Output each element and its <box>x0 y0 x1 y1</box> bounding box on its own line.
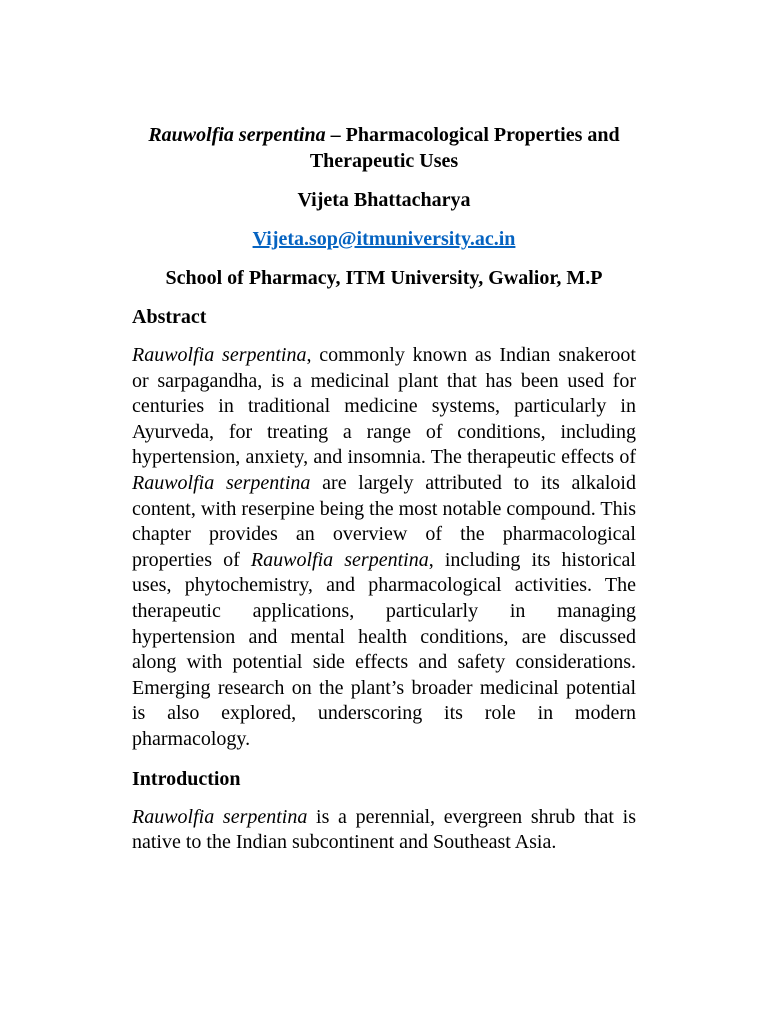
abstract-segment: Rauwolfia serpentina <box>132 471 311 494</box>
introduction-paragraph <box>132 805 636 856</box>
author-email <box>132 226 636 252</box>
author-name: Vijeta Bhattacharya <box>297 189 471 211</box>
title-species-name: Rauwolfia serpentina <box>148 124 326 146</box>
introduction-segment: Rauwolfia serpentina <box>132 805 308 828</box>
author-email-link[interactable]: Vijeta.sop@itmuniversity.ac.in <box>252 228 516 250</box>
document-page <box>132 122 636 856</box>
introduction-segment: is a perennial, evergreen shrub that is native to the Indian subcontinent and Southeast Asia. <box>132 805 636 854</box>
abstract-segment: are largely attributed to its alkaloid content, with reserpine being the most notable compound. This chapter provides an overview of the pharmacological properties of <box>132 471 636 571</box>
abstract-segment: , commonly known as Indian snakeroot or sarpagandha, is a medicinal plant that has been used for centuries in traditional medicine systems, particularly in Ayurveda, for treating a range of conditions, including hypertension, anxiety, and insomnia. The therapeutic effects of <box>132 344 636 469</box>
abstract-segment: , including its historical uses, phytochemistry, and pharmacological activities. The therapeutic applications, particularly in managing hypertension and mental health conditions, are discussed along with potential side effects and safety considerations. Emerging research on the plant’s broader medicinal potential is also explored, underscoring its role in modern pharmacology. <box>132 548 636 750</box>
abstract-paragraph <box>132 343 636 753</box>
author-affiliation: School of Pharmacy, ITM University, Gwalior, M.P <box>165 267 603 289</box>
abstract-segment: Rauwolfia serpentina <box>132 344 307 366</box>
document-title <box>132 122 636 174</box>
abstract-segment: Rauwolfia serpentina <box>250 548 429 571</box>
introduction-heading: Introduction <box>132 767 241 790</box>
title-subtitle: – Pharmacological Properties and Therapeutic Uses <box>309 124 620 172</box>
abstract-heading: Abstract <box>132 306 207 328</box>
